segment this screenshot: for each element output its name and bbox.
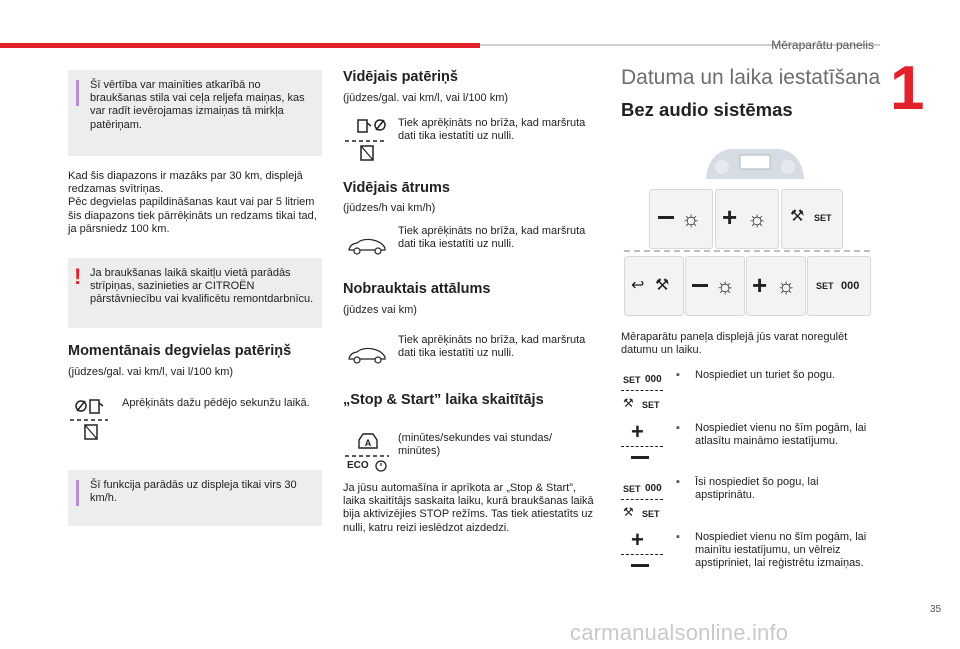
stop-start-text: (minūtes/sekundes vai stundas/ minūtes) — [398, 432, 553, 458]
page-section-title: Datuma un laika iestatīšana — [621, 66, 881, 89]
step4-text: Nospiediet vienu no šīm pogām, lai mainītu iestatījumu, un vēlreiz apstipriniet, lai reģistrētu izmaiņas. — [695, 531, 867, 570]
warning-box — [68, 258, 322, 328]
plus-sun-button[interactable] — [746, 256, 806, 316]
sun-icon: ☼ — [747, 206, 768, 231]
set-label: SET — [623, 375, 641, 385]
bullet-icon: ▪ — [676, 422, 680, 434]
wrench-set-button[interactable] — [781, 189, 843, 249]
minus-icon — [631, 456, 649, 459]
info-box-1 — [68, 70, 322, 156]
step4-icon — [621, 527, 665, 575]
set-label: SET — [814, 213, 832, 223]
distance-units: (jūdzes vai km) — [343, 304, 417, 316]
minus-sun-button[interactable] — [685, 256, 745, 316]
chapter-number: 1 — [890, 54, 925, 123]
header-title: Mēraparātu panelis — [771, 38, 874, 52]
dashed-divider — [624, 250, 870, 252]
wrench-icon: ⚒ — [655, 277, 670, 294]
step1-text: Nospiediet un turiet šo pogu. — [695, 369, 836, 381]
dashed-divider — [621, 499, 663, 500]
eco-label: ECO — [347, 460, 369, 471]
step2-text: Nospiediet vienu no šīm pogām, lai atlasītu maināmo iestatījumu. — [695, 422, 867, 448]
wrench-icon: ⚒ — [790, 208, 805, 225]
info-box-2 — [68, 470, 322, 526]
svg-text:A: A — [364, 438, 372, 448]
dashed-divider — [621, 390, 663, 391]
info-icon — [76, 480, 79, 506]
avg-consumption-icon — [343, 118, 389, 162]
step1-icon — [621, 369, 665, 413]
brightness-minus-button[interactable] — [649, 189, 713, 249]
distance-car-icon — [345, 345, 389, 365]
bullet-icon: ▪ — [676, 531, 680, 543]
set-label: SET — [816, 281, 834, 291]
info-box-text: Šī funkcija parādās uz displeja tikai virs 30 km/h. — [90, 479, 297, 505]
stop-start-heading: „Stop & Start” laika skaitītājs — [343, 392, 544, 408]
instant-consumption-icon — [68, 398, 110, 442]
avg-consumption-text: Tiek aprēķināts no brīža, kad maršruta dati tika iestatīti uz nulli. — [398, 117, 586, 143]
avg-speed-units: (jūdzes/h vai km/h) — [343, 202, 436, 214]
back-wrench-button[interactable] — [624, 256, 684, 316]
info-box-text: Šī vērtība var mainīties atkarībā no braukšanas stila vai ceļa reljefa maiņas, kas var radīt ievērojamas izmaiņas tā mirkļa patēriņam. — [90, 79, 305, 131]
back-arrow-icon: ↩ — [631, 277, 645, 294]
watermark: carmanualsonline.info — [570, 620, 789, 645]
info-icon — [76, 80, 79, 106]
section-units: (jūdzes/gal. vai km/l, vai l/100 km) — [68, 366, 234, 378]
sun-icon: ☼ — [776, 273, 797, 298]
zero-label: 000 — [841, 280, 860, 292]
plus-icon: + — [631, 527, 644, 552]
bullet-icon: ▪ — [676, 369, 680, 381]
set-label: SET — [642, 400, 660, 410]
plus-icon: + — [631, 419, 644, 444]
instant-consumption-text: Aprēķināts dažu pēdējo sekunžu laikā. — [122, 397, 310, 409]
instrument-cluster-illustration — [700, 143, 810, 183]
intro-text: Mēraparātu paneļa displejā jūs varat noregulēt datumu un laiku. — [621, 331, 848, 357]
sun-icon: ☼ — [715, 273, 736, 298]
plus-icon: + — [722, 202, 738, 232]
step3-icon — [621, 478, 665, 522]
plus-icon: + — [752, 270, 768, 300]
distance-text: Tiek aprēķināts no brīža, kad maršruta dati tika iestatīti uz nulli. — [398, 334, 586, 360]
section-heading: Momentānais degvielas patēriņš — [68, 343, 292, 359]
range-paragraph: Kad šis diapazons ir mazāks par 30 km, displejā redzamas svītriņas. Pēc degvielas papildināšanas kaut vai par 5 litriem šis diapazons tiek pārrēķināts un redzams tikai tad, ja pārsniedz 100 km. — [68, 170, 317, 235]
brightness-plus-button[interactable] — [715, 189, 779, 249]
wrench-icon: ⚒ — [623, 396, 634, 410]
avg-consumption-heading: Vidējais patēriņš — [343, 69, 458, 85]
minus-icon — [692, 284, 708, 287]
set-000-button[interactable] — [807, 256, 871, 316]
set-label: SET — [642, 509, 660, 519]
header-accent-bar — [0, 43, 480, 48]
avg-consumption-units: (jūdzes/gal. vai km/l, vai l/100 km) — [343, 92, 509, 104]
sun-icon: ☼ — [681, 206, 702, 231]
avg-speed-text: Tiek aprēķināts no brīža, kad maršruta dati tika iestatīti uz nulli. — [398, 225, 586, 251]
step2-icon — [621, 419, 665, 467]
page-number: 35 — [930, 604, 942, 615]
stop-start-paragraph: Ja jūsu automašīna ir aprīkota ar „Stop & Start”, laika skaitītājs saskaita laiku, kurā braukšanas laikā bija aktivizējies STOP režīms. Tas tiek atiestatīts uz nulli, katru reizi ieslēdzot aizdedzi. — [343, 482, 594, 534]
dashed-divider — [621, 554, 663, 555]
bullet-icon: ▪ — [676, 476, 680, 488]
wrench-icon: ⚒ — [623, 505, 634, 519]
set-label: SET — [623, 484, 641, 494]
warning-icon: ! — [74, 264, 82, 289]
zero-label: 000 — [645, 483, 662, 494]
warning-box-text: Ja braukšanas laikā skaitļu vietā parādās strīpiņas, sazinieties ar CITROËN pārstāvniecību vai kvalificētu remontdarbnīcu. — [90, 267, 314, 306]
page-subtitle: Bez audio sistēmas — [621, 99, 793, 120]
zero-label: 000 — [645, 374, 662, 385]
avg-speed-car-icon — [345, 236, 389, 256]
minus-icon — [658, 216, 674, 219]
step3-text: Īsi nospiediet šo pogu, lai apstiprinātu. — [695, 476, 819, 502]
minus-icon — [631, 564, 649, 567]
distance-heading: Nobrauktais attālums — [343, 281, 491, 297]
dashed-divider — [621, 446, 663, 447]
avg-speed-heading: Vidējais ātrums — [343, 180, 450, 196]
